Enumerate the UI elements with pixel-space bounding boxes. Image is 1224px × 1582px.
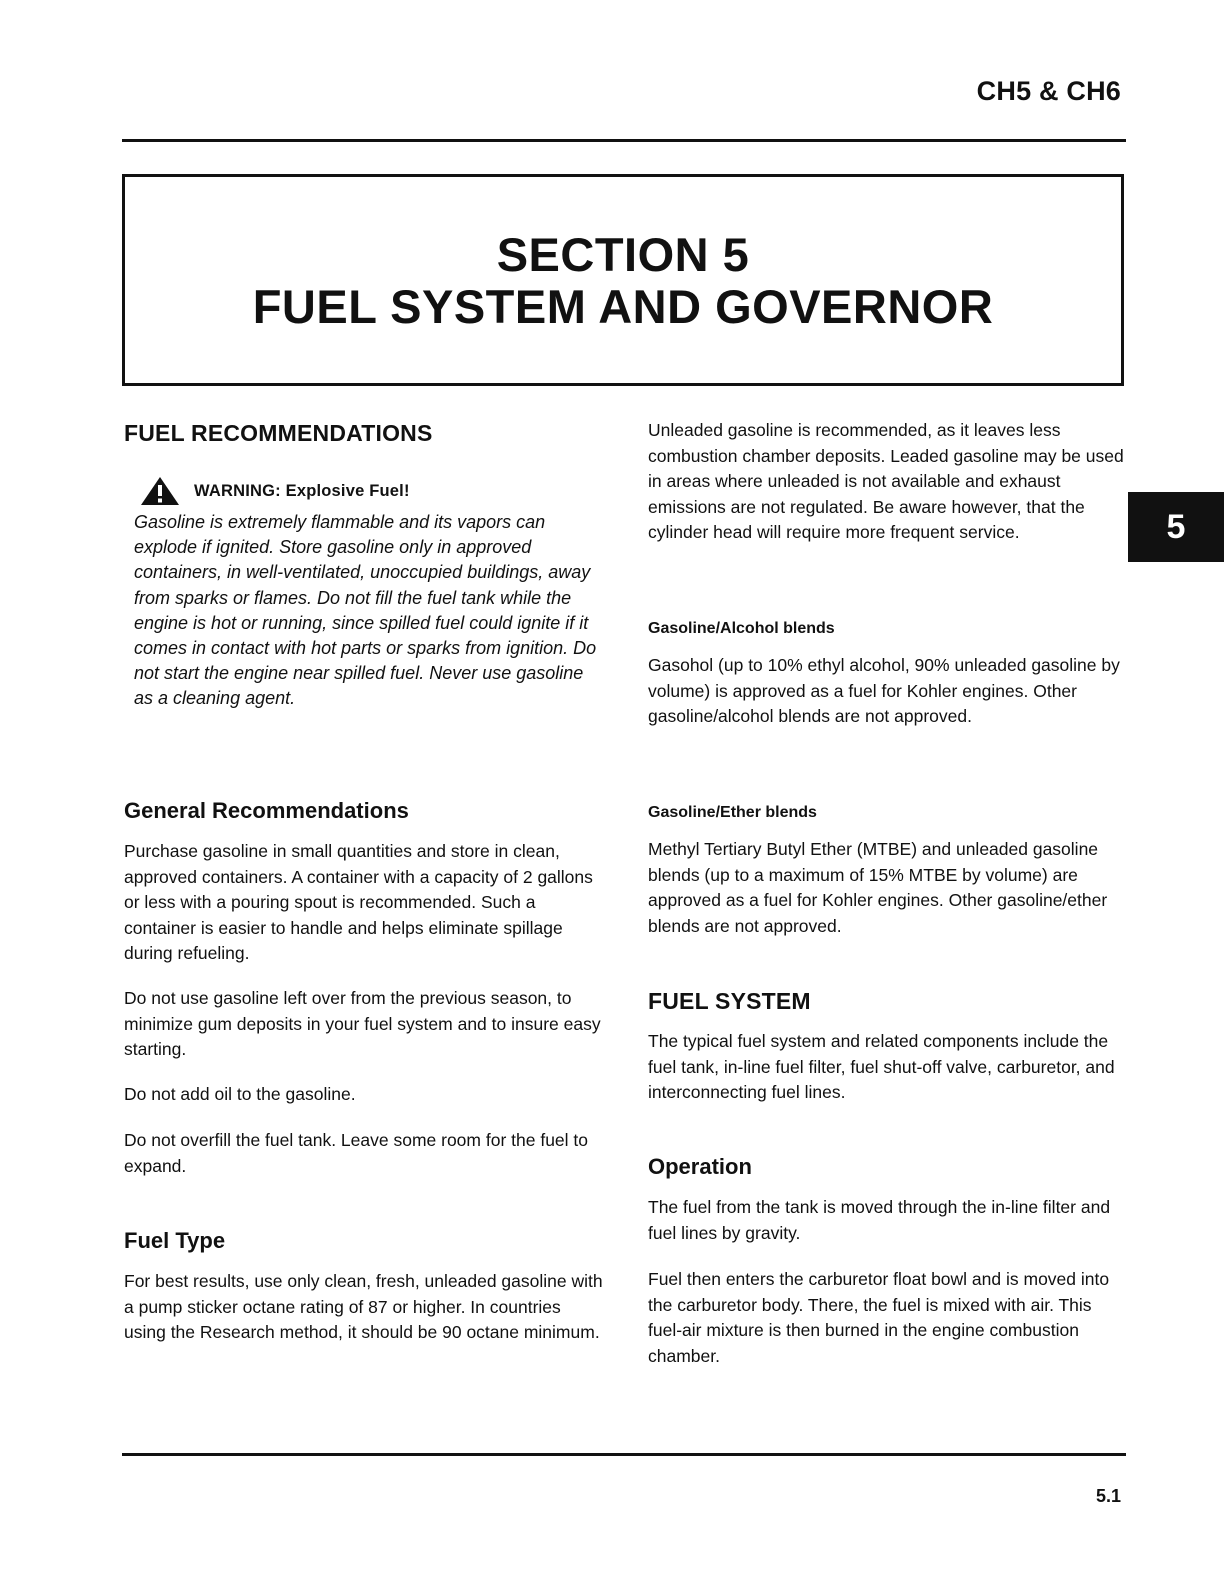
ether-blends-paragraph: Methyl Tertiary Butyl Ether (MTBE) and unleaded gasoline blends (up to a maximum of 15% MTBE by volume) are approved as a fuel for Kohler engines. Other gasoline/ether blends are not approved. xyxy=(648,839,1108,936)
bottom-rule xyxy=(122,1453,1126,1456)
fuel-system-paragraph: The typical fuel system and related components include the fuel tank, in-line fuel filter, fuel shut-off valve, carburetor, and interconnecting fuel lines. xyxy=(648,1031,1115,1102)
warning-header xyxy=(140,476,410,506)
ether-blends-heading: Gasoline/Ether blends xyxy=(648,804,817,821)
warning-triangle-icon xyxy=(140,476,180,506)
operation-heading: Operation xyxy=(648,1154,752,1179)
general-recommendations-heading: General Recommendations xyxy=(124,798,409,823)
fuel-system-heading: FUEL SYSTEM xyxy=(648,988,811,1014)
top-rule xyxy=(122,139,1126,142)
alcohol-blends-heading: Gasoline/Alcohol blends xyxy=(648,620,835,637)
operation-paragraph-2: Fuel then enters the carburetor float bowl and is moved into the carburetor body. There, the fuel is mixed with air. This fuel-air mixture is then burned in the engine combustion chamber. xyxy=(648,1269,1110,1366)
model-header: CH5 & CH6 xyxy=(976,76,1121,106)
warning-text: Gasoline is extremely flammable and its vapors can explode if ignited. Store gasoline only in approved containers, in well-ventilated, unoccupied buildings, away from sparks or flames. Do not fill the fuel tank while the engine is hot or running, since spilled fuel could ignite if it comes in contact with hot parts or sparks from ignition. Do not start the engine near spilled fuel. Never use gasoline as a cleaning agent. xyxy=(134,512,597,709)
general-paragraph-3: Do not add oil to the gasoline. xyxy=(124,1084,356,1104)
section-title: FUEL SYSTEM AND GOVERNOR xyxy=(252,280,994,333)
section-tab: 5 xyxy=(1128,492,1224,562)
fuel-recommendations-heading: FUEL RECOMMENDATIONS xyxy=(124,420,433,446)
fuel-type-paragraph: For best results, use only clean, fresh, unleaded gasoline with a pump sticker octane rating of 87 or higher. In countries using the Research method, it should be 90 octane minimum. xyxy=(124,1271,603,1342)
section-title-box xyxy=(122,174,1124,386)
alcohol-blends-paragraph: Gasohol (up to 10% ethyl alcohol, 90% unleaded gasoline by volume) is approved as a fuel for Kohler engines. Other gasoline/alcohol blends are not approved. xyxy=(648,655,1120,726)
fuel-type-heading: Fuel Type xyxy=(124,1228,226,1253)
general-paragraph-4: Do not overfill the fuel tank. Leave some room for the fuel to expand. xyxy=(124,1130,588,1176)
operation-paragraph-1: The fuel from the tank is moved through the in-line filter and fuel lines by gravity. xyxy=(648,1197,1111,1243)
page-number: 5.1 xyxy=(1095,1486,1121,1506)
warning-label: WARNING: Explosive Fuel! xyxy=(194,481,410,500)
unleaded-paragraph: Unleaded gasoline is recommended, as it leaves less combustion chamber deposits. Leaded gasoline may be used in areas where unleaded is not available and exhaust emissions are not regulated. Be aware however, that the cylinder head will require more frequent service. xyxy=(648,420,1124,542)
general-paragraph-2: Do not use gasoline left over from the previous season, to minimize gum deposits in your fuel system and to insure easy starting. xyxy=(124,988,601,1059)
general-paragraph-1: Purchase gasoline in small quantities and store in clean, approved containers. A container with a capacity of 2 gallons or less with a pouring spout is recommended. Such a container is easier to handle and helps eliminate spillage during refueling. xyxy=(124,841,593,963)
section-number: SECTION 5 xyxy=(496,228,750,281)
